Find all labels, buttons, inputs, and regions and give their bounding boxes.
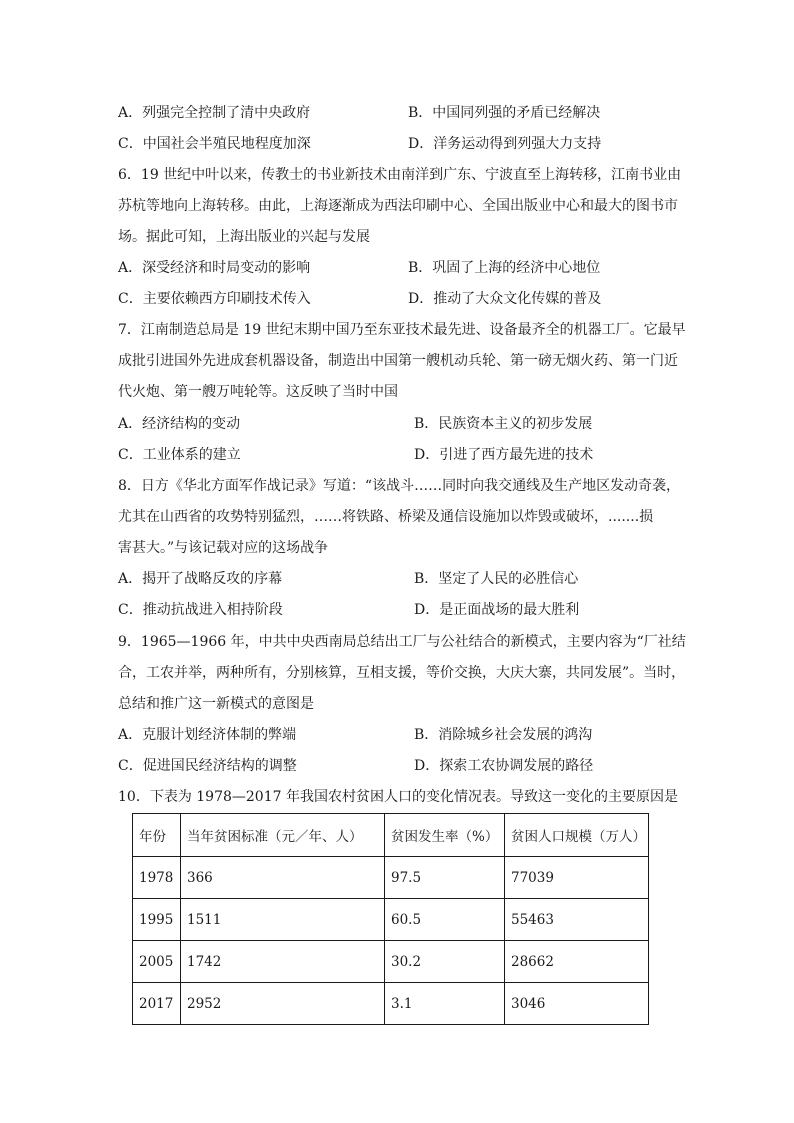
q6-stem-line-1: 6．19 世纪中叶以来，传教士的书业新技术由南洋到广东、宁波直至上海转移，江南书业由: [118, 167, 682, 183]
q7-option-a: A．经济结构的变动: [118, 416, 241, 432]
q7-option-c: C．工业体系的建立: [118, 447, 241, 463]
q5-option-b: B．中国同列强的矛盾已经解决: [408, 105, 601, 121]
table-row: [133, 983, 649, 1025]
q7-stem-line-3: 代火炮、第一艘万吨轮等。这反映了当时中国: [118, 384, 398, 400]
q7-stem-line-1: 7．江南制造总局是 19 世纪末期中国乃至东亚技术最先进、设备最齐全的机器工厂。它最早: [118, 322, 686, 338]
q8-option-b: B．坚定了人民的必胜信心: [414, 571, 579, 587]
table-cell-population: 28662: [505, 941, 649, 983]
table-cell-year: 2017: [133, 983, 181, 1025]
table-cell-standard: 2952: [181, 983, 385, 1025]
q7-option-b: B．民族资本主义的初步发展: [414, 416, 593, 432]
q6-stem-line-3: 场。据此可知，上海出版业的兴起与发展: [118, 229, 370, 245]
table-cell-population: 55463: [505, 899, 649, 941]
table-cell-population: 77039: [505, 857, 649, 899]
q8-stem-line-2: 尤其在山西省的攻势特别猛烈，……将铁路、桥梁及通信设施加以炸毁或破坏，.......损: [118, 509, 654, 525]
table-cell-standard: 1742: [181, 941, 385, 983]
q8-option-d: D．是正面战场的最大胜利: [414, 602, 580, 618]
table-cell-population: 3046: [505, 983, 649, 1025]
q8-stem-line-1: 8．日方《华北方面军作战记录》写道：“该战斗……同时向我交通线及生产地区发动奇袭，: [118, 478, 681, 494]
q9-option-d: D．探索工农协调发展的路径: [414, 758, 594, 774]
q6-option-d: D．推动了大众文化传媒的普及: [408, 291, 602, 307]
table-header-poverty-standard: 当年贫困标准（元／年、人）: [181, 814, 385, 857]
q9-option-c: C．促进国民经济结构的调整: [118, 758, 297, 774]
q9-option-b: B．消除城乡社会发展的鸿沟: [414, 727, 593, 743]
q5-option-d: D．洋务运动得到列强大力支持: [408, 136, 602, 152]
q9-stem-line-2: 合，工农并举，两种所有，分别核算，互相支援，等价交换，大庆大寨，共同发展”。当时，: [118, 665, 686, 681]
table-row: [133, 941, 649, 983]
table-cell-rate: 30.2: [385, 941, 505, 983]
table-cell-standard: 1511: [181, 899, 385, 941]
table-cell-year: 1995: [133, 899, 181, 941]
q5-option-c: C．中国社会半殖民地程度加深: [118, 136, 311, 152]
q8-stem-line-3: 害甚大。”与该记载对应的这场战争: [118, 540, 329, 556]
table-cell-year: 1978: [133, 857, 181, 899]
q7-stem-line-2: 成批引进国外先进成套机器设备，制造出中国第一艘机动兵轮、第一磅无烟火药、第一门近: [118, 353, 678, 369]
q9-stem-line-1: 9．1965—1966 年，中共中央西南局总结出工厂与公社结合的新模式，主要内容为“厂社结: [118, 634, 686, 650]
q8-option-c: C．推动抗战进入相持阶段: [118, 602, 283, 618]
table-cell-rate: 3.1: [385, 983, 505, 1025]
q6-stem-line-2: 苏杭等地向上海转移。由此，上海逐渐成为西法印刷中心、全国出版业中心和最大的图书市: [118, 198, 678, 214]
table-cell-rate: 60.5: [385, 899, 505, 941]
q10-stem: 10．下表为 1978—2017 年我国农村贫困人口的变化情况表。导致这一变化的主要原因是: [118, 789, 678, 805]
q9-option-a: A．克服计划经济体制的弊端: [118, 727, 297, 743]
table-header-year: 年份: [133, 814, 181, 857]
q7-option-d: D．引进了西方最先进的技术: [414, 447, 594, 463]
table-cell-year: 2005: [133, 941, 181, 983]
table-row: [133, 857, 649, 899]
table-row: [133, 899, 649, 941]
q9-stem-line-3: 总结和推广这一新模式的意图是: [118, 696, 314, 712]
table-cell-rate: 97.5: [385, 857, 505, 899]
q8-option-a: A．揭开了战略反攻的序幕: [118, 571, 283, 587]
q6-option-a: A．深受经济和时局变动的影响: [118, 260, 311, 276]
table-cell-standard: 366: [181, 857, 385, 899]
table-header-poverty-population: 贫困人口规模（万人）: [505, 814, 649, 857]
q5-option-a: A．列强完全控制了清中央政府: [118, 105, 311, 121]
table-header-row: [133, 814, 649, 857]
q6-option-b: B．巩固了上海的经济中心地位: [408, 260, 601, 276]
poverty-data-table: [132, 813, 649, 1025]
q6-option-c: C．主要依赖西方印刷技术传入: [118, 291, 311, 307]
table-header-poverty-rate: 贫困发生率（%）: [385, 814, 505, 857]
